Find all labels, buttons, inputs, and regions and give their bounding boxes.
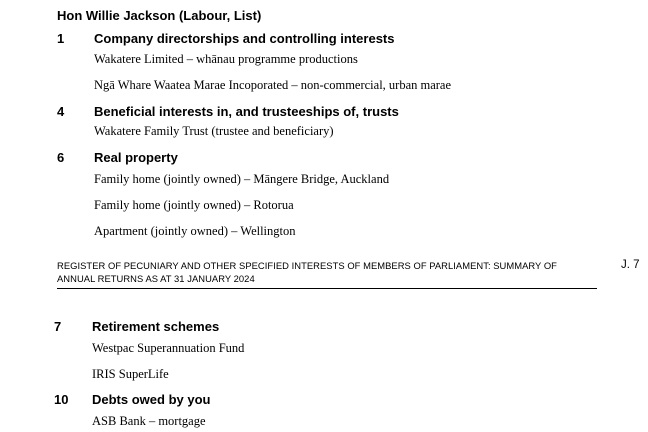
section-7-title: Retirement schemes [92,319,220,334]
section-7-entry-2: IRIS SuperLife [92,367,169,381]
section-1-number: 1 [57,31,65,46]
running-header-line-1: REGISTER OF PECUNIARY AND OTHER SPECIFIED INTERESTS OF MEMBERS OF PARLIAMENT: SUMMARY OF [57,260,557,271]
section-4-title: Beneficial interests in, and trusteeships of, trusts [94,104,399,119]
section-7-entry-1: Westpac Superannuation Fund [92,341,245,355]
section-6-entry-3: Apartment (jointly owned) – Wellington [94,224,296,238]
section-6-entry-1: Family home (jointly owned) – Māngere Bridge, Auckland [94,172,390,186]
member-name-heading: Hon Willie Jackson (Labour, List) [57,8,262,23]
section-10-title: Debts owed by you [92,392,211,407]
section-6-number: 6 [57,150,65,165]
section-10-entry-1: ASB Bank – mortgage [92,414,206,428]
section-6-entry-2: Family home (jointly owned) – Rotorua [94,198,294,212]
section-7-number: 7 [54,319,62,334]
section-6-title: Real property [94,150,178,165]
header-rule [57,288,597,289]
section-1-entry-2: Ngā Whare Waatea Marae Incoporated – non-commercial, urban marae [94,78,452,92]
running-header-line-2: ANNUAL RETURNS AS AT 31 JANUARY 2024 [57,273,255,284]
section-4-entry-1: Wakatere Family Trust (trustee and beneficiary) [94,124,334,138]
running-header [57,259,602,285]
section-1-entry-1: Wakatere Limited – whānau programme productions [94,52,358,66]
section-4-number: 4 [57,104,65,119]
section-1-title: Company directorships and controlling interests [94,31,395,46]
page-reference: J. 7 [621,259,640,271]
section-10-number: 10 [54,392,69,407]
